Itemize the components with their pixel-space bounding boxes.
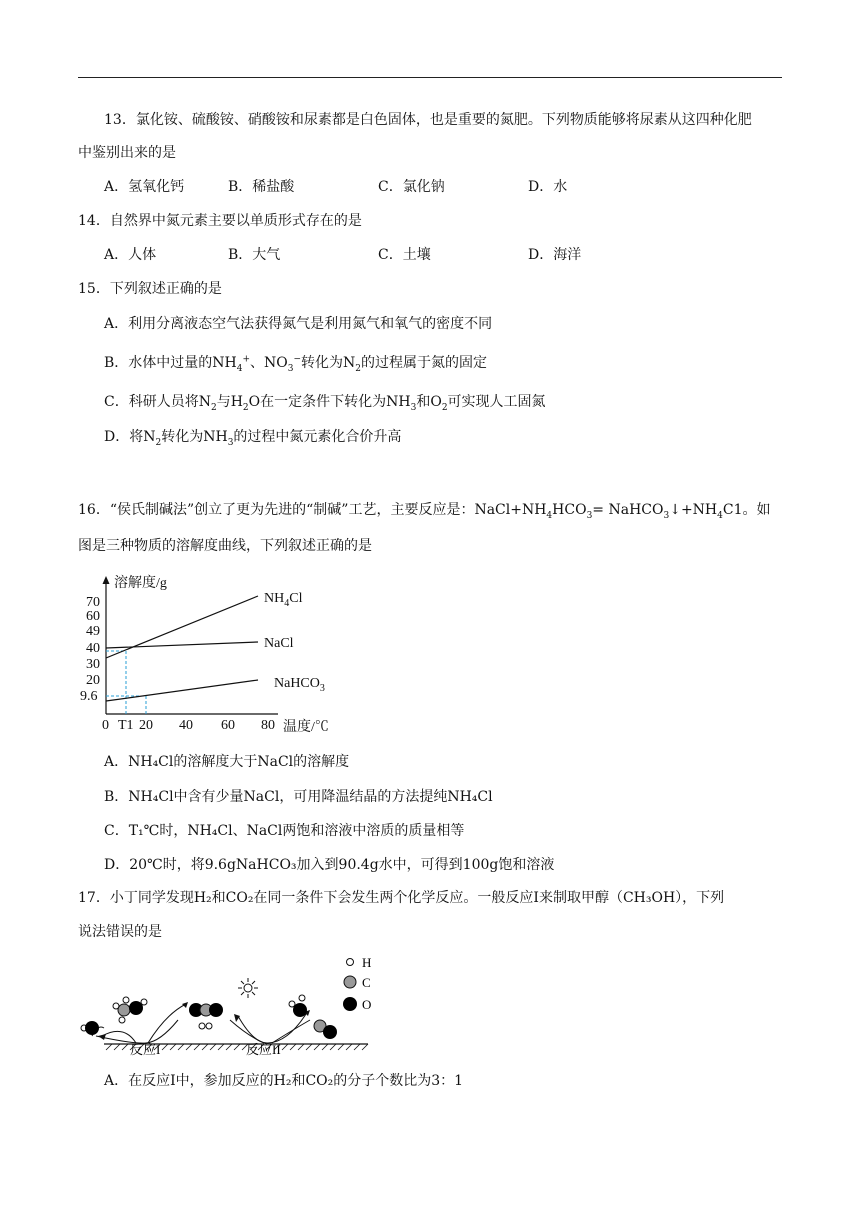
q15-stem: 15．下列叙述正确的是 [78, 281, 222, 297]
y-tick-40: 40 [86, 641, 100, 656]
molecule-legend [343, 955, 371, 1012]
q16-stem-line1: 16．“侯氏制碱法”创立了更为先进的“制碱”工艺，主要反应是：$NaCl+NH_4HCO_3=$ $NaHCO_3↓+NH_4C1$。如 [78, 502, 771, 521]
molecule-co-right [314, 1020, 337, 1039]
series-nh4cl-line [106, 596, 258, 658]
q14-option-a: A．人体 [104, 247, 157, 263]
q13-option-d: D．水 [528, 179, 568, 195]
q14-option-b: B．大气 [228, 247, 281, 263]
y-tick-20: 20 [86, 673, 100, 688]
q16-option-c: C．T₁℃时，NH₄Cl、NaCl两饱和溶液中溶质的质量相等 [104, 823, 465, 839]
q17-stem-line1: 17．小丁同学发现H₂和CO₂在同一条件下会发生两个化学反应。一般反应Ⅰ来制取甲醇（CH₃OH），下列 [78, 890, 725, 906]
x-tick-80: 80 [261, 718, 275, 733]
legend-o-label: O [362, 997, 372, 1012]
x-axis-label: 温度/℃ [283, 720, 329, 734]
reaction-1-label: 反应I [130, 1042, 161, 1057]
x-tick-60: 60 [221, 718, 235, 733]
legend-h-label: H [362, 955, 372, 970]
molecule-h2-left [81, 1021, 99, 1035]
y-axis-label: 溶解度/g [114, 576, 167, 591]
q14-stem: 14．自然界中氮元素主要以单质形式存在的是 [78, 213, 362, 229]
molecule-co2-middle [189, 1003, 223, 1017]
series-nacl-line [106, 642, 258, 648]
q13-stem-line2: 中鉴别出来的是 [78, 145, 176, 161]
y-tick-9-6: 9.6 [80, 689, 98, 704]
q16-option-b: B．NH₄Cl中含有少量NaCl，可用降温结晶的方法提纯NH₄Cl [104, 789, 493, 805]
series-label-nacl: NaCl [264, 636, 294, 651]
legend-o-atom-icon [343, 997, 357, 1011]
y-tick-30: 30 [86, 657, 100, 672]
q13-option-c: C．氯化钠 [378, 179, 445, 195]
q14-option-d: D．海洋 [528, 247, 582, 263]
solubility-chart [78, 574, 378, 734]
q17-stem-line2: 说法错误的是 [78, 924, 162, 940]
q16-stem-line2: 图是三种物质的溶解度曲线，下列叙述正确的是 [78, 538, 372, 554]
x-tick-20: 20 [139, 718, 153, 733]
y-tick-60: 60 [86, 609, 100, 624]
series-nahco3-line [106, 680, 258, 701]
legend-h-atom-icon [347, 959, 354, 966]
x-tick-40: 40 [179, 718, 193, 733]
reaction-2-curves [230, 1014, 310, 1043]
reaction-1-arrowhead-out [182, 1002, 188, 1008]
x-tick-0: 0 [102, 718, 109, 733]
y-axis-arrow [103, 576, 110, 584]
series-label-nh4cl: $NH_4Cl$ [264, 591, 303, 609]
q17-option-a: A．在反应Ⅰ中，参加反应的H₂和CO₂的分子个数比为3：1 [104, 1073, 464, 1089]
y-tick-49: 49 [86, 624, 100, 639]
sun-icon [238, 978, 258, 998]
q14-option-c: C．土壤 [378, 247, 431, 263]
q15-option-b: B．水体中过量的$NH_4^+$、$NO_3^-$转化为$N_2$的过程属于氮的固定 [104, 354, 488, 374]
q15-option-d: D．将$N_2$转化为$NH_3$的过程中氮元素化合价升高 [104, 429, 402, 448]
x-tick-t1: T1 [118, 718, 134, 733]
q16-option-d: D．20℃时，将9.6gNaHCO₃加入到90.4g水中，可得到100g饱和溶液 [104, 857, 555, 873]
q15-option-a: A．利用分离液态空气法获得氮气是利用氮气和氧气的密度不同 [104, 316, 493, 332]
q16-option-a: A．NH₄Cl的溶解度大于NaCl的溶解度 [104, 754, 350, 770]
reaction-2-label: 反应II [246, 1042, 281, 1057]
molecule-h2o-right [289, 995, 307, 1017]
q13-stem-line1: 13．氯化铵、硫酸铵、硝酸铵和尿素都是白色固体，也是重要的氮肥。下列物质能够将尿素从这四种化肥 [104, 112, 752, 128]
reaction-diagram [78, 944, 398, 1064]
header-rule [78, 77, 782, 78]
series-label-nahco3: NaHCO$_3$ [274, 676, 325, 694]
y-tick-70: 70 [86, 595, 100, 610]
q15-option-c: C．科研人员将$N_2$与$H_2O$在一定条件下转化为$NH_3$和$O_2$可实现人工固氮 [104, 394, 546, 413]
q13-option-b: B．稀盐酸 [228, 179, 295, 195]
molecule-h2-middle [199, 1023, 212, 1029]
legend-c-atom-icon [344, 976, 356, 988]
q13-option-a: A．氢氧化钙 [104, 179, 185, 195]
molecule-methanol [113, 997, 147, 1023]
legend-c-label: C [362, 975, 371, 990]
